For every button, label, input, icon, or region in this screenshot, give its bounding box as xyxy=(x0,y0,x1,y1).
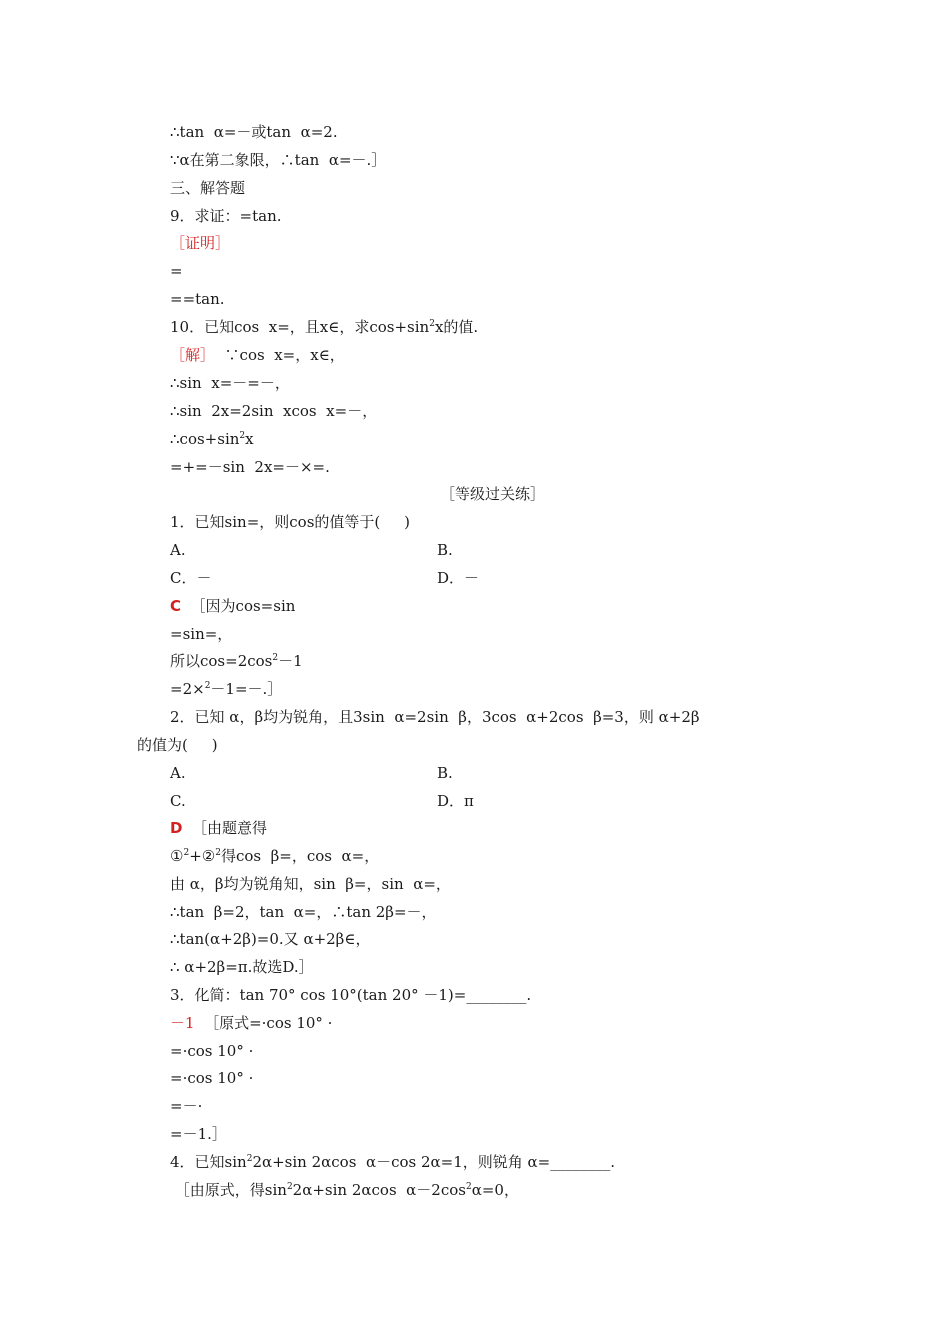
answer-text: ［由题意得 xyxy=(182,819,267,837)
proof-tag: ［证明］ xyxy=(170,234,231,252)
text-line: ∴tan α=－或tan α=2. xyxy=(170,123,338,141)
problem-statement: 9．求证：=tan. xyxy=(170,207,282,225)
answer-line xyxy=(170,596,295,616)
text-line: ①$^2$+②$^2$得cos β=，cos α=， xyxy=(170,847,380,865)
choice-b: B. xyxy=(437,541,453,559)
text-line: ==tan. xyxy=(170,290,225,308)
text-line: = xyxy=(170,262,183,280)
section-heading: ［等级过关练］ xyxy=(440,485,546,503)
problem-statement: 3．化简：tan 70° cos 10°(tan 20° －1)=________. xyxy=(170,986,532,1004)
problem-statement: 的值为( ) xyxy=(137,736,218,754)
text-line: 所以$\cos=2\cos^2-1$ xyxy=(170,652,303,670)
problem-statement: 4．已知$\sin^22\alpha+\sin$ 2αcos α－cos 2α=1，则锐角 α=________. xyxy=(170,1153,615,1171)
text-line: ∴tan β=2，tan α=，∴tan 2β=－， xyxy=(170,903,437,921)
choice-b: B. xyxy=(437,764,453,782)
text-line: ∴ α+2β=π.故选D.］ xyxy=(170,958,314,976)
solution-tag: ［解］ xyxy=(170,346,216,364)
text-line: =sin=， xyxy=(170,625,233,643)
answer-tag: D xyxy=(170,819,183,837)
solution-text: ∵cos x=，x∈， xyxy=(215,346,345,364)
answer-line xyxy=(170,1013,332,1033)
text-line: =·cos 10° · xyxy=(170,1042,254,1060)
solution-line xyxy=(170,345,345,365)
choice-a: A. xyxy=(170,764,186,782)
text-line: ［由原式，得$\sin^22\alpha+\sin$ 2αcos $\alpha-2\cos^2\alpha=0$， xyxy=(170,1181,519,1199)
answer-tag: －1 xyxy=(170,1014,195,1032)
choice-c: C. xyxy=(170,792,186,810)
problem-statement: 10．已知cos x=，且x∈，求$\cos+\sin^2x$的值. xyxy=(170,318,479,336)
answer-line xyxy=(170,818,267,838)
choice-a: A. xyxy=(170,541,186,559)
answer-text: ［因为cos=sin xyxy=(181,597,296,615)
text-line: 由 α，β均为锐角知，sin β=，sin α=， xyxy=(170,875,451,893)
text-line: =·cos 10° · xyxy=(170,1069,254,1087)
choice-d: D．－ xyxy=(437,569,480,587)
text-line: ∴sin 2x=2sin xcos x=－， xyxy=(170,402,378,420)
text-line: ∴sin x=－=－， xyxy=(170,374,290,392)
text-line: =+=－sin 2x=－×=. xyxy=(170,458,330,476)
text-line: =－· xyxy=(170,1097,203,1115)
choice-c: C．－ xyxy=(170,569,212,587)
problem-statement: 1．已知sin=，则cos的值等于( ) xyxy=(170,513,410,531)
answer-text: ［原式=·cos 10° · xyxy=(194,1014,333,1032)
text-line: ∵α在第二象限，∴tan α=－.］ xyxy=(170,151,387,169)
text-line: =2×$^2$－1=－.］ xyxy=(170,680,283,698)
choice-d: D．π xyxy=(437,792,474,810)
text-line: $\therefore\cos+\sin^2x$ xyxy=(170,430,254,448)
answer-tag: C xyxy=(170,597,182,615)
problem-statement: 2．已知 α，β均为锐角，且3sin α=2sin β，3cos α+2cos β=3，则 α+2β xyxy=(170,708,700,726)
text-line: =－1.］ xyxy=(170,1125,227,1143)
text-line: ∴tan(α+2β)=0.又 α+2β∈， xyxy=(170,930,371,948)
section-heading: 三、解答题 xyxy=(170,179,246,197)
